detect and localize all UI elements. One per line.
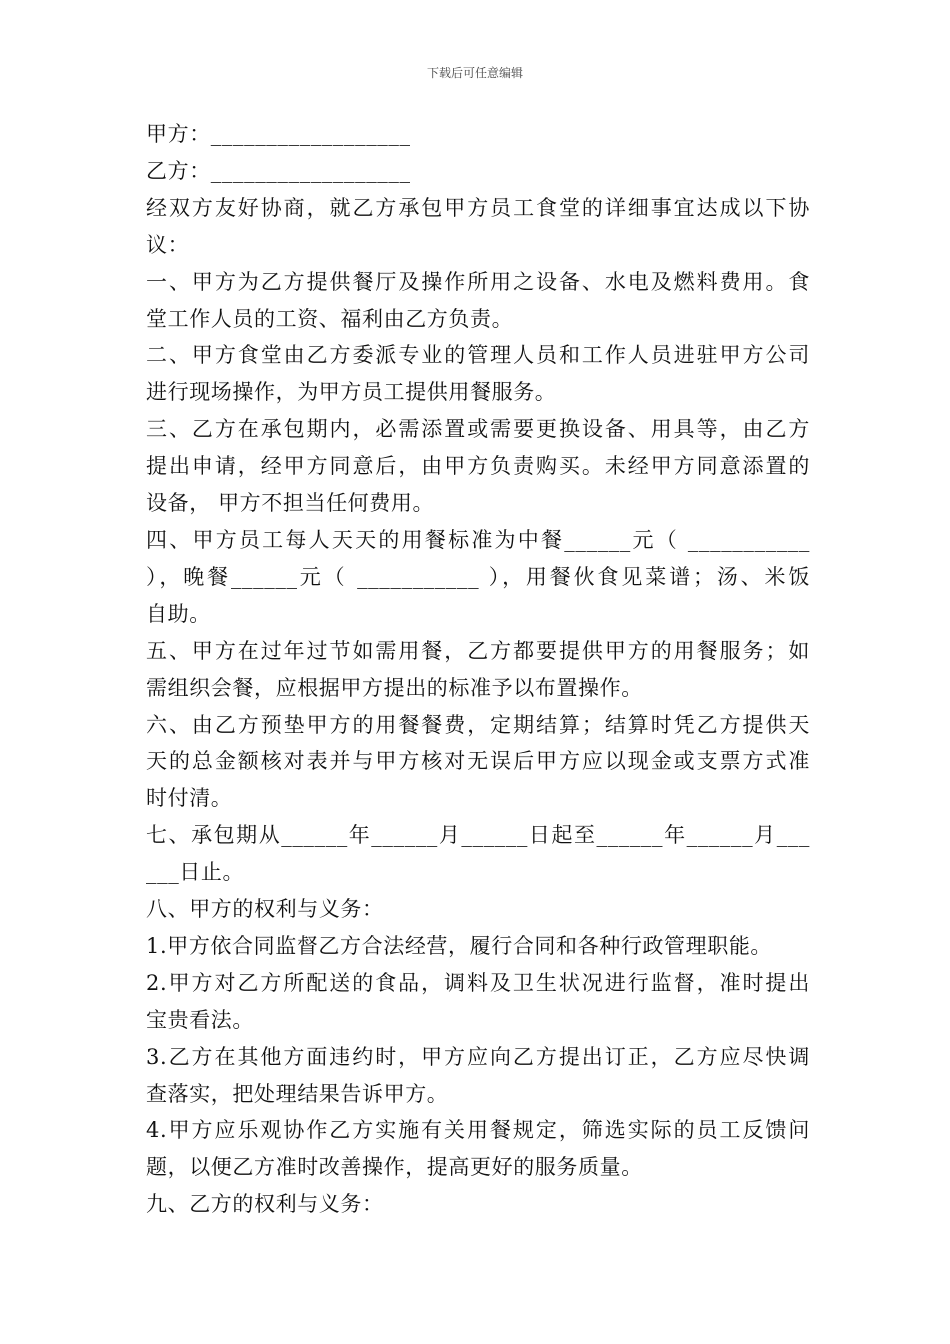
clause-5-line-1: 五、甲方在过年过节如需用餐，乙方都要提供甲方的用餐服务；如 [146,638,810,663]
clause-6-line-3: 时付清。 [146,786,233,811]
clause-8-item-4-line-2: 题，以便乙方准时改善操作，提高更好的服务质量。 [146,1155,643,1180]
clause-4-line-1: 四、甲方员工每人天天的用餐标准为中餐______元（ ___________ [146,527,810,552]
clause-1-line-2: 堂工作人员的工资、福利由乙方负责。 [146,306,514,331]
clause-4-line-3: 自助。 [146,601,211,626]
clause-7-line-2: ___日止。 [146,860,245,885]
intro-line-1: 经双方友好协商，就乙方承包甲方员工食堂的详细事宜达成以下协 [146,195,810,220]
clause-8-item-2-line-2: 宝贵看法。 [146,1007,254,1032]
clause-8-item-2-line-1: 2.甲方对乙方所配送的食品，调料及卫生状况进行监督，准时提出 [146,970,810,995]
clause-8-item-3-line-1: 3.乙方在其他方面违约时，甲方应向乙方提出订正，乙方应尽快调 [146,1044,810,1069]
clause-6-line-1: 六、由乙方预垫甲方的用餐餐费，定期结算；结算时凭乙方提供天 [146,712,810,737]
intro-line-2: 议： [146,232,190,257]
clause-6-line-2: 天的总金额核对表并与甲方核对无误后甲方应以现金或支票方式准 [146,749,810,774]
clause-8-item-1: 1.甲方依合同监督乙方合法经营，履行合同和各种行政管理职能。 [146,933,773,958]
clause-3-line-2: 提出申请，经甲方同意后，由甲方负责购买。未经甲方同意添置的 [146,454,810,479]
clause-4-line-2: ），晚餐______元（ ___________ ），用餐伙食见菜谱；汤、米饭 [146,564,810,589]
clause-8-heading: 八、甲方的权利与义务： [146,897,384,922]
clause-2-line-1: 二、甲方食堂由乙方委派专业的管理人员和工作人员进驻甲方公司 [146,343,810,368]
clause-9-heading: 九、乙方的权利与义务： [146,1192,384,1217]
clause-1-line-1: 一、甲方为乙方提供餐厅及操作所用之设备、水电及燃料费用。食 [146,269,810,294]
clause-8-item-3-line-2: 查落实，把处理结果告诉甲方。 [146,1081,449,1106]
clause-2-line-2: 进行现场操作，为甲方员工提供用餐服务。 [146,380,557,405]
clause-3-line-3: 设备， 甲方不担当任何费用。 [146,491,435,516]
contract-body [146,116,810,1223]
clause-3-line-1: 三、乙方在承包期内，必需添置或需要更换设备、用具等，由乙方 [146,417,810,442]
clause-5-line-2: 需组织会餐，应根据甲方提出的标准予以布置操作。 [146,675,643,700]
party-a-line: 甲方：__________________ [146,122,411,146]
clause-8-item-4-line-1: 4.甲方应乐观协作乙方实施有关用餐规定，筛选实际的员工反馈问 [146,1118,810,1143]
clause-7-line-1: 七、承包期从______年______月______日起至______年______月___ [146,823,810,848]
page-header: 下载后可任意编辑 [426,66,523,80]
party-b-line: 乙方：__________________ [146,158,411,183]
